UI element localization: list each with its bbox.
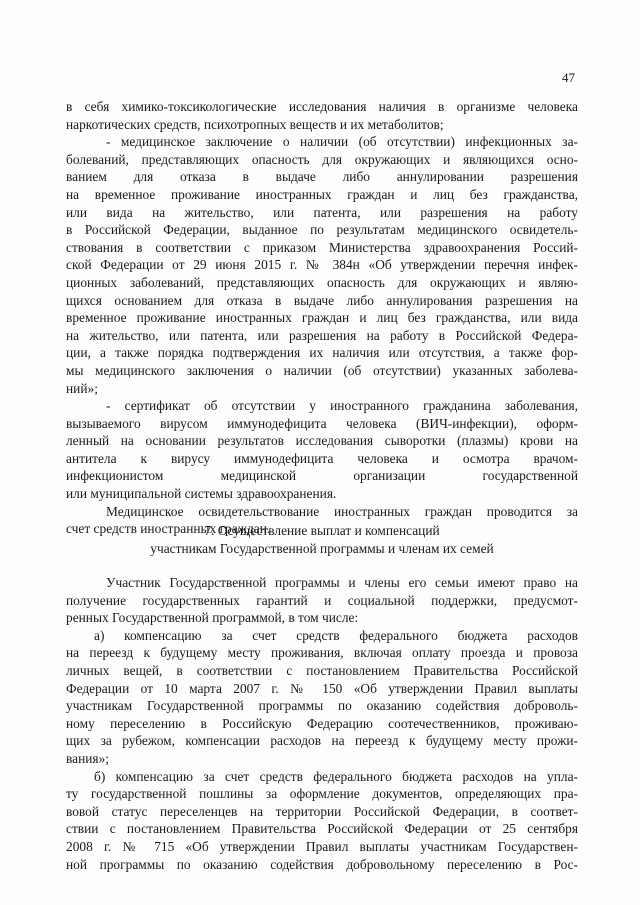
section-title-line-2: участникам Государственной программы и членам их семей — [150, 540, 494, 556]
section-heading — [66, 522, 578, 557]
text-line: б) компенсацию за счет средств федерального бюджета расходов на упла- — [94, 768, 578, 784]
text-line: счет средств иностранных граждан. — [66, 521, 271, 537]
text-line: ствии с постановлением Правительства Российской Федерации от 25 сентября — [66, 821, 578, 837]
text-line: в себя химико-токсикологические исследования наличия в организме человека — [66, 99, 578, 114]
text-line: Федерации от 10 марта 2007 г. № 150 «Об утверждении Правил выплаты — [66, 680, 578, 696]
body-text-part-b — [66, 574, 578, 873]
text-line: Медицинское освидетельствование иностранных граждан проводится за — [106, 503, 578, 519]
text-line: ной программы по оказанию содействия добровольному переселению в Рос- — [66, 856, 578, 872]
text-line: антитела к вирусу иммунодефицита человека и осмотра врачом- — [66, 450, 578, 466]
text-line: а) компенсацию за счет средств федерального бюджета расходов — [94, 627, 578, 643]
text-line: 2008 г. № 715 «Об утверждении Правил выплаты участникам Государствен- — [66, 838, 578, 854]
text-line: болеваний, представляющих опасность для окружающих и являющихся осно- — [66, 151, 578, 167]
text-line: ствования в соответствии с приказом Министерства здравоохранения Россий- — [66, 239, 578, 255]
text-line: щих за рубежом, компенсации расходов на переезд к будущему месту прожи- — [66, 733, 578, 749]
text-line: ции, а также порядка подтверждения их наличия или отсутствия, а также фор- — [66, 345, 578, 361]
text-line: ренных Государственной программой, в том числе: — [66, 610, 359, 626]
text-line: наркотических средств, психотропных веществ и их метаболитов; — [66, 116, 444, 132]
text-line: участникам Государственной программы по оказанию содействия доброволь- — [66, 698, 578, 714]
text-line: ному переселению в Российскую Федерацию соотечественников, проживаю- — [66, 715, 578, 731]
text-line: в Российской Федерации, выданное по результатам медицинского освидетель- — [66, 222, 578, 238]
text-line: ний»; — [66, 380, 98, 396]
text-line: или вида на жительство, или патента, или разрешения на работу — [66, 204, 578, 220]
text-line: личных вещей, в соответствии с постановлением Правительства Российской — [66, 662, 578, 678]
text-line: вызываемого вирусом иммунодефицита человека (ВИЧ-инфекции), оформ- — [66, 415, 578, 431]
text-line: - сертификат об отсутствии у иностранного гражданина заболевания, — [106, 398, 578, 414]
text-line: ту государственной пошлины за оформление документов, определяющих пра- — [66, 786, 578, 802]
text-line: - медицинское заключение о наличии (об отсутствии) инфекционных за- — [106, 134, 578, 150]
text-line: вания»; — [66, 750, 109, 766]
page-number: 47 — [562, 70, 575, 85]
text-line: инфекционистом медицинской организации государственной — [66, 468, 578, 484]
text-line: на жительство, или патента, или разрешения на работу в Российской Федера- — [66, 327, 578, 343]
section-title-line-1: 7. Осуществление выплат и компенсаций — [204, 523, 440, 538]
text-line: на переезд к будущему месту проживания, включая оплату проезда и провоза — [66, 645, 578, 661]
text-line: ционных заболеваний, представляющих опасность для окружающих и являю- — [66, 274, 578, 290]
text-line: на временное проживание иностранных граждан и лиц без гражданства, — [66, 186, 578, 202]
text-line: временное проживание иностранных граждан и лиц без гражданства, или вида — [66, 310, 578, 326]
text-line: вовой статус переселенцев на территории Российской Федерации, в соответ- — [66, 803, 578, 819]
body-text-part-a — [66, 98, 578, 538]
text-line: мы медицинского заключения о наличии (об отсутствии) указанных заболева- — [66, 362, 578, 378]
text-line: Участник Государственной программы и члены его семьи имеют право на — [106, 575, 578, 590]
text-line: получение государственных гарантий и социальной поддержки, предусмот- — [66, 592, 578, 608]
text-line: ской Федерации от 29 июня 2015 г. № 384н «Об утверждении перечня инфек- — [66, 257, 578, 273]
text-line: ленный на основании результатов исследования сыворотки (плазмы) крови на — [66, 433, 578, 449]
text-line: или муниципальной системы здравоохранения. — [66, 486, 337, 502]
text-line: ванием для отказа в выдаче либо аннулировании разрешения — [66, 169, 578, 185]
text-line: щихся основанием для отказа в выдаче либо аннулирования разрешения на — [66, 292, 578, 308]
